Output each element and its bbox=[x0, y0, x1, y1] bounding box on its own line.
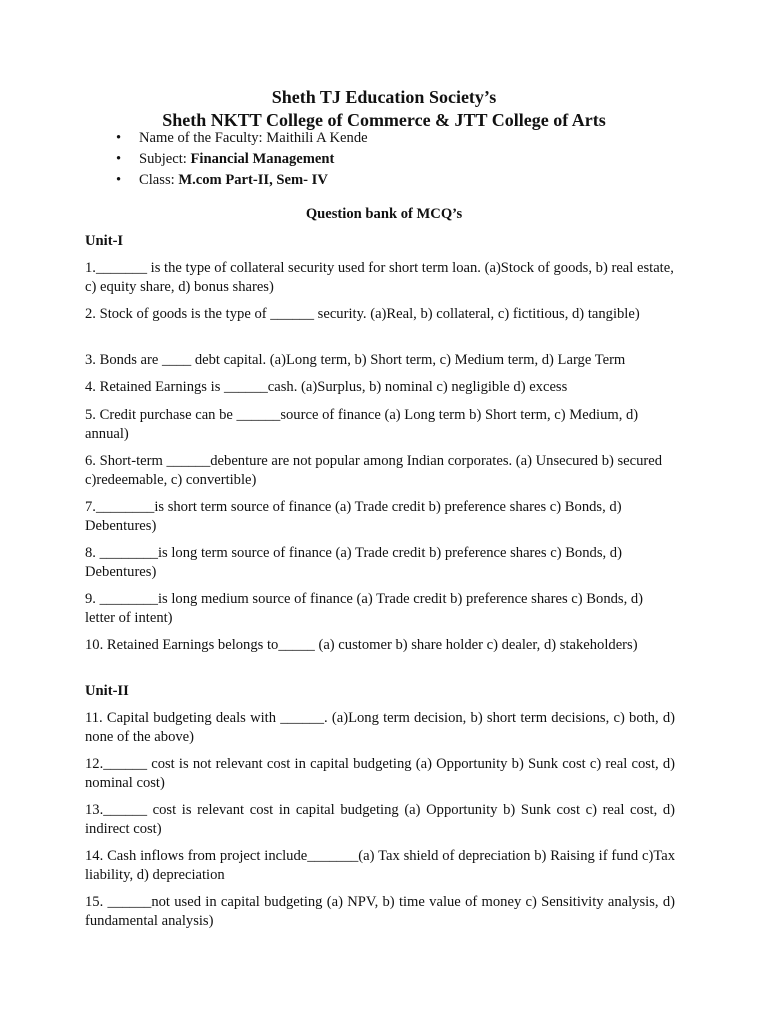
question-item: 3. Bonds are ____ debt capital. (a)Long term, b) Short term, c) Medium term, d) Large Term bbox=[85, 352, 626, 368]
question-item: 10. Retained Earnings belongs to_____ (a) customer b) share holder c) dealer, d) stakeholders) bbox=[85, 637, 638, 653]
unit-heading: Unit-I bbox=[85, 233, 124, 249]
question-item: 4. Retained Earnings is ______cash. (a)Surplus, b) nominal c) negligible d) excess bbox=[85, 379, 568, 395]
question-item: 13.______ cost is relevant cost in capital budgeting (a) Opportunity b) Sunk cost c) real cost, d) indirect cost) bbox=[85, 802, 675, 837]
question-item: 8. ________is long term source of finance (a) Trade credit b) preference shares c) Bonds, d) Debentures) bbox=[85, 545, 622, 580]
subject-item bbox=[116, 149, 368, 170]
faculty-item bbox=[116, 128, 368, 149]
question-item: 11. Capital budgeting deals with ______. (a)Long term decision, b) short term decisions, c) both, d) none of the above) bbox=[85, 710, 675, 745]
question-item: 1._______ is the type of collateral security used for short term loan. (a)Stock of goods, b) real estate, c) equity share, d) bonus shares) bbox=[85, 260, 674, 295]
question-item: 14. Cash inflows from project include_______(a) Tax shield of depreciation b) Raising if fund c)Tax liability, d) depreciation bbox=[85, 848, 675, 883]
subject-label: Subject: bbox=[139, 151, 191, 167]
question-item: 15. ______not used in capital budgeting (a) NPV, b) time value of money c) Sensitivity analysis, d) fundamental analysis) bbox=[85, 894, 675, 929]
faculty-label: Name of the Faculty: bbox=[139, 130, 267, 146]
unit-heading: Unit-II bbox=[85, 683, 129, 699]
class-item bbox=[116, 170, 368, 191]
class-label: Class: bbox=[139, 172, 179, 188]
subject-value: Financial Management bbox=[190, 151, 335, 167]
question-item: 7.________is short term source of finance (a) Trade credit b) preference shares c) Bonds, d) Debentures) bbox=[85, 499, 622, 534]
class-value: M.com Part-II, Sem- IV bbox=[178, 172, 328, 188]
question-item: 2. Stock of goods is the type of ______ security. (a)Real, b) collateral, c) fictitious, d) tangible) bbox=[85, 306, 640, 322]
course-info-list bbox=[116, 128, 368, 191]
question-item: 6. Short-term ______debenture are not popular among Indian corporates. (a) Unsecured b) secured c)redeemable, c) convertible) bbox=[85, 453, 663, 488]
question-item: 5. Credit purchase can be ______source of finance (a) Long term b) Short term, c) Medium, d) annual) bbox=[85, 407, 639, 442]
question-bank-title: Question bank of MCQ’s bbox=[305, 206, 463, 222]
society-title: Sheth TJ Education Society’s bbox=[271, 87, 497, 107]
college-title: Sheth NKTT College of Commerce & JTT College of Arts bbox=[162, 110, 606, 130]
question-item: 9. ________is long medium source of finance (a) Trade credit b) preference shares c) Bonds, d) letter of intent) bbox=[85, 591, 644, 626]
question-item: 12.______ cost is not relevant cost in capital budgeting (a) Opportunity b) Sunk cost c) real cost, d) nominal cost) bbox=[85, 756, 675, 791]
faculty-value: Maithili A Kende bbox=[266, 130, 368, 146]
